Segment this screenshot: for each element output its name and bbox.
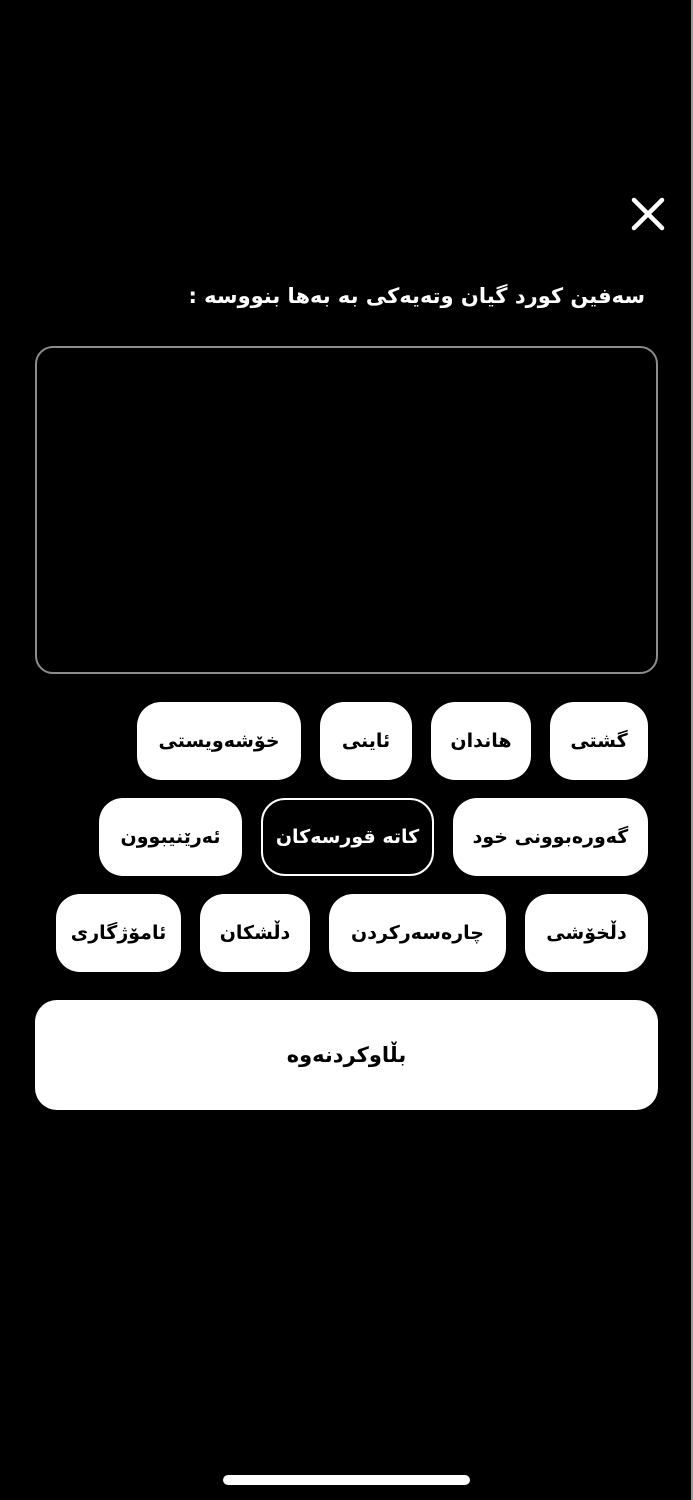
category-chip-heartbreak[interactable]	[200, 894, 310, 972]
chip-label: هاندان	[450, 730, 512, 752]
category-chip-love[interactable]	[137, 702, 301, 780]
category-chip-hard-times[interactable]	[261, 798, 434, 876]
category-chip-religious[interactable]	[320, 702, 412, 780]
chip-label: کاتە قورسەکان	[275, 826, 420, 848]
chip-label: ئاینی	[341, 730, 391, 752]
write-quote-prompt: سەفین کورد گیان وتەیەکی بە بەها بنووسە :	[188, 284, 645, 308]
category-chip-advice[interactable]	[56, 894, 181, 972]
close-button[interactable]	[626, 192, 670, 236]
quote-input[interactable]	[37, 348, 656, 672]
category-chip-healing[interactable]	[329, 894, 506, 972]
chip-label: ئەرێنیبوون	[120, 826, 221, 848]
quote-input-container	[35, 346, 658, 674]
chip-label: دڵخۆشی	[546, 922, 627, 944]
category-chip-motivation[interactable]	[431, 702, 531, 780]
category-chip-positivity[interactable]	[99, 798, 242, 876]
publish-button[interactable]	[35, 1000, 658, 1110]
chip-label: ئامۆژگاری	[70, 922, 167, 944]
chip-label: گەورەبوونی خود	[472, 826, 629, 848]
chip-label: دڵشکان	[219, 922, 291, 944]
category-chip-happiness[interactable]	[525, 894, 648, 972]
chip-label: گشتی	[570, 730, 628, 752]
category-chip-self-growth[interactable]	[453, 798, 648, 876]
close-icon	[626, 192, 670, 236]
home-indicator[interactable]	[223, 1475, 470, 1485]
publish-button-label: بڵاوکردنەوە	[286, 1043, 407, 1067]
category-chip-general[interactable]	[550, 702, 648, 780]
chip-label: خۆشەویستی	[158, 730, 280, 752]
chip-label: چارەسەرکردن	[351, 922, 484, 944]
